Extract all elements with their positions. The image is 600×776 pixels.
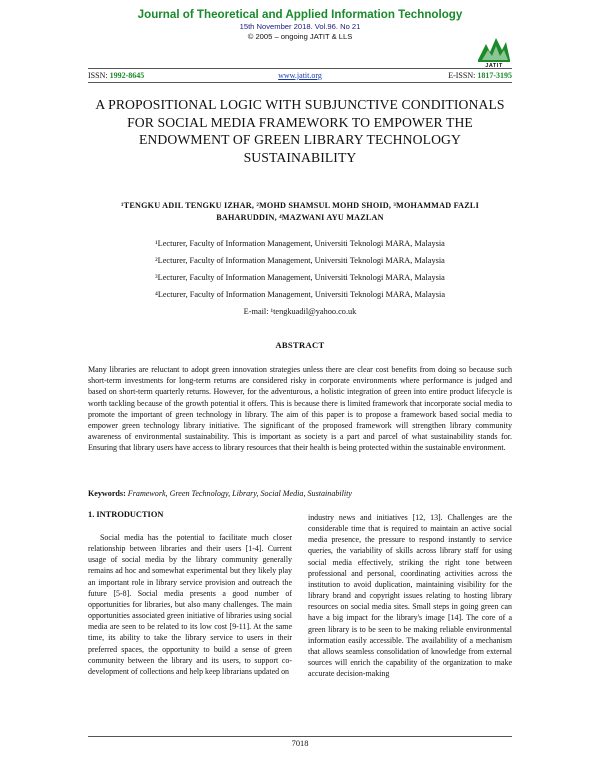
- eissn: E-ISSN: 1817-3195: [448, 71, 512, 80]
- abstract-text: Many libraries are reluctant to adopt green innovation strategies unless there are clear cost benefits from doing so because such short-term investments for long-term returns are considered risky in corporate environments where performance is judged and based on short-term quarterly returns. However, for the adventurous, a holistic integration of green into entire product lifecycle is worth tackling because of the growth potential it offers. This is because there is limited framework that incorporate social media to promote the important of green technology in library. The aim of this paper is to propose a framework based social media to empower green technology library initiative. The significant of the proposed framework will strengthen library community awareness of environmental sustainability. This is important as society is a part and parcel of what sustainability stands for. Ensuring that library users have access to library resources that their health is being protected within the sustainable environment.: [88, 365, 512, 453]
- issn-row: [88, 70, 512, 81]
- copyright-line: © 2005 – ongoing JATIT & LLS: [247, 32, 353, 41]
- keywords-text: Framework, Green Technology, Library, Social Media, Sustainability: [127, 489, 353, 498]
- affiliation-4: ⁴Lecturer, Faculty of Information Management, Universiti Teknologi MARA, Malaysia: [154, 290, 446, 299]
- affiliation-1: ¹Lecturer, Faculty of Information Management, Universiti Teknologi MARA, Malaysia: [155, 239, 445, 248]
- body-column-left: Social media has the potential to facilitate much closer relationship between libraries and their users [1-4]. Current usage of social media by the library community generally remains ad hoc and somewhat experimental but they likely play an important role in library service provision and outreach the future [5-8]. Social media presents a good number of opportunities for libraries, but also many challenges. The main opportunities associated green initiative of libraries using social media are seen to be related to its low cost [9-11]. At the same time, its ability to take the library service to users in their preferred spaces, the opportunity to build a sense of green community between the library and its users, to support co-development of collections and help keep librarians updated on: [88, 533, 292, 676]
- issn: ISSN: 1992-8645: [88, 71, 145, 80]
- keywords-label: Keywords:: [88, 489, 126, 498]
- paper-title: A PROPOSITIONAL LOGIC WITH SUBJUNCTIVE CONDITIONALS FOR SOCIAL MEDIA FRAMEWORK TO EMPOWER THE ENDOWMENT OF GREEN LIBRARY TECHNOLOGY SUSTAINABILITY: [95, 97, 505, 165]
- author-list: ¹TENGKU ADIL TENGKU IZHAR, ²MOHD SHAMSUL MOHD SHOID, ³MOHAMMAD FAZLI BAHARUDDIN, ⁴MAZWANI AYU MAZLAN: [121, 201, 479, 222]
- header-rule-top: [88, 68, 512, 69]
- affiliation-2: ²Lecturer, Faculty of Information Management, Universiti Teknologi MARA, Malaysia: [155, 256, 445, 265]
- section-heading-introduction: 1. INTRODUCTION: [88, 510, 164, 519]
- journal-header: [60, 8, 540, 42]
- page-number: 7018: [88, 736, 512, 748]
- affiliation-3: ³Lecturer, Faculty of Information Management, Universiti Teknologi MARA, Malaysia: [155, 273, 445, 282]
- logo-text: JATIT: [485, 63, 503, 69]
- author-email: E-mail: ¹tengkuadil@yahoo.co.uk: [243, 307, 357, 316]
- journal-url-link[interactable]: www.jatit.org: [278, 71, 322, 80]
- issn-value: 1992-8645: [109, 71, 145, 80]
- header-rule-bottom: [88, 82, 512, 83]
- journal-title: Journal of Theoretical and Applied Information Technology: [137, 8, 463, 21]
- jatit-logo-icon: [476, 30, 512, 64]
- abstract-heading: ABSTRACT: [275, 340, 325, 350]
- keywords: [88, 488, 512, 499]
- issue-line: 15th November 2018. Vol.96. No 21: [239, 22, 361, 31]
- body-column-right: industry news and initiatives [12, 13]. Challenges are the considerable time that is required to maintain an active social media presence, the pressure to respond instantly to service queries, the variability of skills across library staff for using social media effectively, striking the right tone between professional and personal, coordinating activities across the institution to avoid duplication, maintaining visibility for the library brand and copyright issues relating to hosting library resources on social media sites. Small steps in going green can have a big impact for the library's image [14]. The core of a green library is to be seen to be making reliable environmental information easily accessible. The availability of a mechanism that allows seamless consolidation of knowledge from external sources will enrich the capability of the organization to make accurate decision-making: [308, 513, 512, 679]
- eissn-value: 1817-3195: [477, 71, 512, 80]
